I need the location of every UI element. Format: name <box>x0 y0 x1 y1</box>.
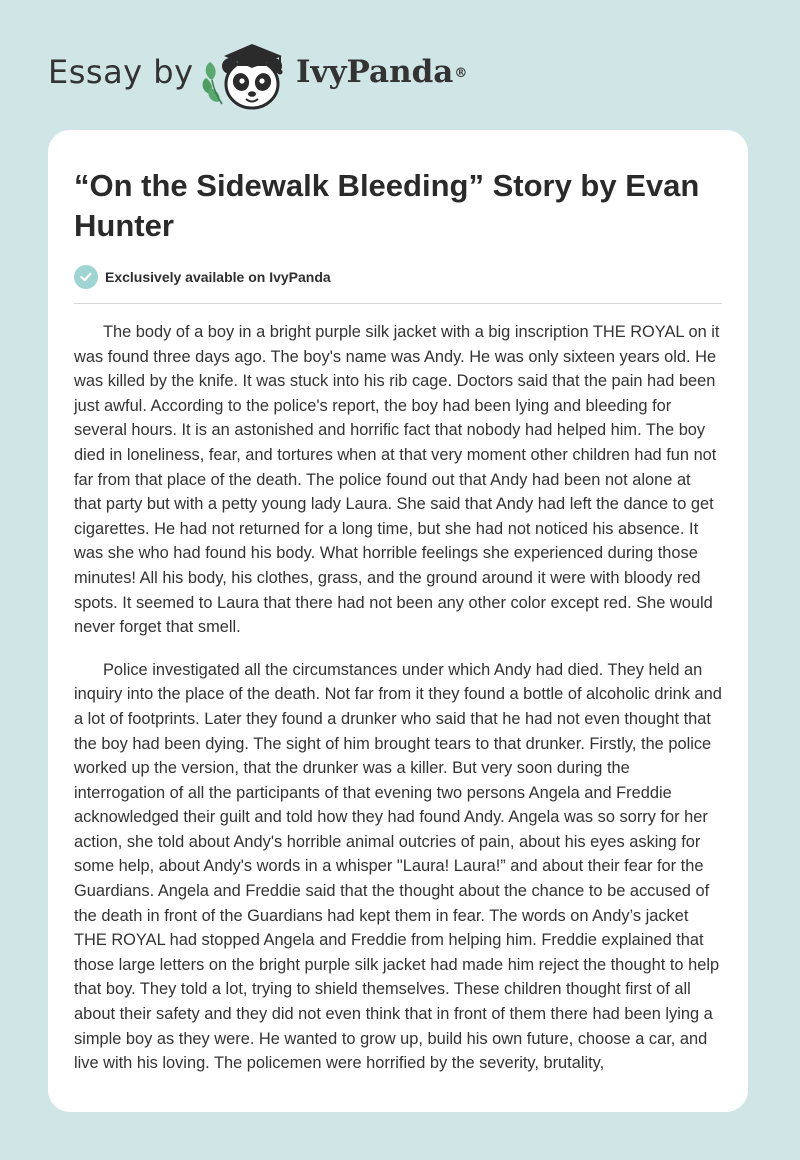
registered-mark: ® <box>454 66 468 81</box>
divider <box>74 303 722 304</box>
paragraph: The body of a boy in a bright purple silk jacket with a big inscription THE ROYAL on it was found three days ago. The boy's name was Andy. He was only sixteen years old. He was killed by the knife. It was stuck into his rib cage. Doctors said that the pain had been just awful. According to the police's report, the boy had been lying and bleeding for several hours. It is an astonished and horrific fact that nobody had helped him. The boy died in loneliness, fear, and tortures when at that very moment other children had fun not far from that place of the death. The police found out that Andy had been not alone at that party but with a petty young lady Laura. She said that Andy had left the dance to get cigarettes. He had not returned for a long time, but she had not noticed his absence. It was she who had found his body. What horrible feelings she experienced during those minutes! All his body, his clothes, grass, and the ground around it were with bloody red spots. It seemed to Laura that there had not been any other color except red. She would never forget that smell. <box>74 323 720 637</box>
exclusive-badge <box>74 264 331 290</box>
essay-by-label: Essay by <box>48 53 194 91</box>
ivy-leaf-icon <box>203 62 222 104</box>
checkmark-icon <box>74 265 98 289</box>
page-title: “On the Sidewalk Bleeding” Story by Evan Hunter <box>74 168 700 243</box>
brand-text: IvyPanda <box>296 54 454 90</box>
badge-label: Exclusively available on IvyPanda <box>105 269 331 285</box>
brand-name[interactable] <box>296 52 467 92</box>
essay-card <box>48 130 748 1112</box>
paragraph: Police investigated all the circumstances under which Andy had died. They held an inquiry into the place of the death. Not far from it they found a bottle of alcoholic drink and a lot of footprints. Later they found a drunker who said that he had not even thought that the boy had been dying. The sight of him brought tears to that drunker. Firstly, the police worked up the version, that the drunker was a killer. But very soon during the interrogation of all the participants of that evening two persons Angela and Freddie acknowledged their guilt and told how they had found Andy. Angela was so sorry for her action, she told about Andy's horrible animal outcries of pain, about his eyes asking for some help, about Andy's words in a whisper "Laura! Laura!” and about their fear for the Guardians. Angela and Freddie said that the thought about the chance to be accused of the death in front of the Guardians had kept them in fear. The words on Andy’s jacket THE ROYAL had stopped Angela and Freddie from helping him. Freddie explained that those large letters on the bright purple silk jacket had made him reject the thought to help that boy. They told a lot, trying to shield themselves. These children thought first of all about their safety and they did not even think that in front of them there had been lying a simple boy as they were. He wanted to grow up, build his own future, choose a car, and live with his loving. The policemen were horrified by the severity, brutality, <box>74 660 722 1073</box>
essay-body <box>74 320 722 1094</box>
site-header <box>0 0 800 120</box>
panda-graduate-logo-icon[interactable] <box>200 36 296 112</box>
